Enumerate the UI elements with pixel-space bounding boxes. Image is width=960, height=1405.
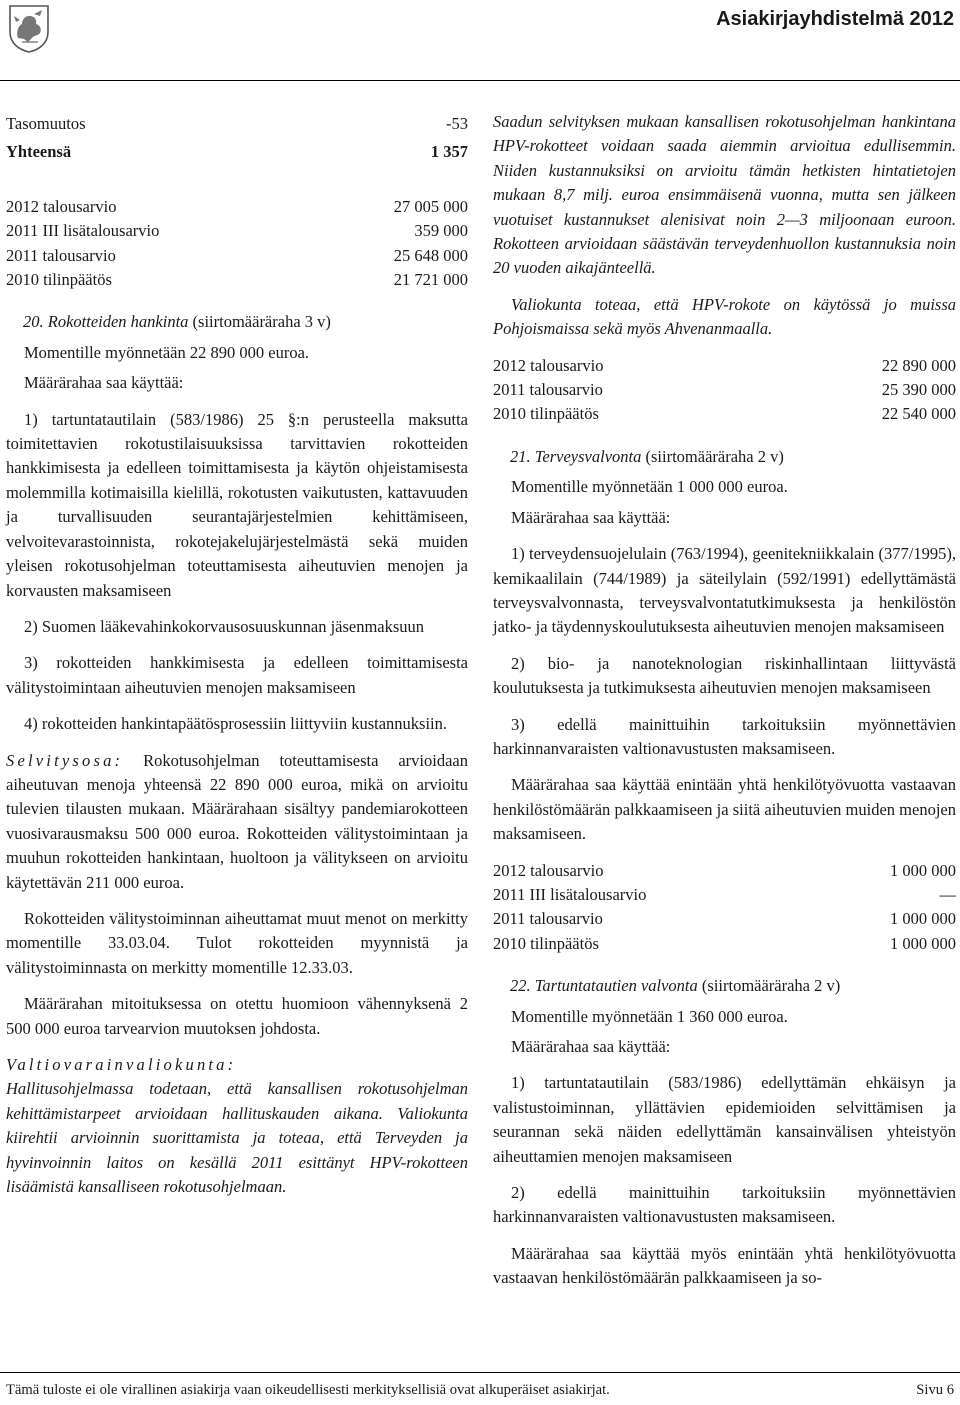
budget-row (6, 195, 468, 219)
budget-table-21 (493, 859, 956, 957)
parliament-lion-logo-icon (4, 2, 54, 54)
row-label: 2010 tilinpäätös (6, 270, 112, 290)
section-20-amount: Momentille myönnetään 22 890 000 euroa. (24, 342, 310, 362)
row-label: 2010 tilinpäätös (493, 933, 599, 953)
budget-row (493, 859, 956, 883)
row-amount: 1 000 000 (890, 909, 956, 929)
section-title: Terveysvalvonta (534, 446, 642, 466)
selvitysosa-paragraph (6, 749, 468, 895)
row-label: Tasomuutos (6, 114, 86, 133)
usage-item: 1) tartuntatautilain (583/1986) edellyttämän ehkäisyn ja valistustoiminnan, yllättävien epidemioiden selvittämisen ja seurannan sekä näiden edellyttämän kansainvälisen yhteistyön aiheuttamien menojen maksamiseen (493, 1073, 956, 1166)
usage-item: 2) bio- ja nanoteknologian riskinhallintaan liittyvästä koulutuksesta ja tutkimuksesta aiheutuvien menojen maksamiseen (493, 653, 956, 698)
budget-row (493, 907, 956, 931)
row-amount: 1 000 000 (890, 933, 956, 953)
row-amount: 25 648 000 (393, 245, 468, 265)
section-21-amount: Momentille myönnetään 1 000 000 euroa. (511, 477, 788, 497)
budget-row (493, 932, 956, 956)
row-amount: 359 000 (414, 221, 468, 241)
selvitysosa-text: Rokotusohjelman toteuttamisesta arvioidaan aiheutuvan menoja yhteensä 22 890 000 euroa, mikä on arvioitu tulevien tilausten mukaan. Määrärahaan sisältyy pandemiarokotteen vuosivarausmaksu 500 000 euroa. Rokotteiden välitystoimintaan ja muuhun rokotteiden hankintaan, huoltoon ja välitykseen on arvioitu käytettävän 211 000 euroa. (6, 750, 468, 892)
budget-row (6, 268, 468, 292)
header-divider (0, 80, 960, 81)
document-title: Asiakirjayhdistelmä 2012 (716, 8, 954, 30)
row-amount: — (939, 884, 956, 904)
page-number: Sivu 6 (916, 1382, 954, 1398)
usage-heading: Määrärahaa saa käyttää: (511, 507, 671, 527)
valtiovarainvaliokunta-text: Hallitusohjelmassa todetaan, että kansallisen rokotusohjelman kehittämistarpeet arvioidaan hallituskauden aikana. Valiokunta kiirehtii arvioinnin suorittamista ja toteaa, että Terveyden ja hyvinvoinnin laitos on kesällä 2011 esittänyt HPV-rokotteen lisäämistä kansalliseen rokotusohjelmaan. (6, 1079, 468, 1197)
valtiovarainvaliokunta-label (6, 1053, 468, 1077)
usage-item: 4) rokotteiden hankintapäätösprosessiin liittyviin kustannuksiin. (24, 714, 447, 734)
personnel-paragraph: Määrärahaa saa käyttää myös enintään yhtä henkilötyövuotta vastaavan henkilöstömäärän palkkaamiseen ja so- (493, 1243, 956, 1288)
row-amount: 1 000 000 (890, 860, 956, 880)
row-label: 2011 talousarvio (6, 245, 116, 265)
row-label: 2012 talousarvio (493, 860, 604, 880)
summary-total-row (6, 140, 468, 164)
section-number: 22. (510, 976, 531, 996)
usage-item: 1) terveydensuojelulain (763/1994), geenitekniikkalain (377/1995), kemikaalilain (744/1989) ja säteilylain (592/1991) edellyttämästä terveysvalvonnasta, terveysvalvontatutkimuksesta ja henkilöstön jatko- ja täydennyskoulutuksesta aiheutuvien menojen maksamiseen (493, 544, 956, 637)
section-21-heading (510, 445, 956, 469)
budget-row (493, 354, 956, 378)
row-label: 2011 III lisätalousarvio (6, 221, 160, 241)
row-amount: 25 390 000 (881, 380, 956, 400)
usage-item: 2) edellä mainittuihin tarkoituksiin myönnettävien harkinnanvaraisten valtionavustusten maksamiseen. (493, 1183, 956, 1227)
section-22-heading (510, 974, 956, 998)
section-number: 21. (510, 446, 531, 466)
row-amount: 21 721 000 (393, 270, 468, 290)
row-label: 2011 III lisätalousarvio (493, 884, 647, 904)
usage-heading: Määrärahaa saa käyttää: (511, 1037, 671, 1056)
footer-divider (0, 1372, 960, 1373)
section-type: (siirtomääräraha 2 v) (701, 976, 841, 996)
section-type: (siirtomääräraha 3 v) (192, 312, 331, 332)
usage-heading: Määrärahaa saa käyttää: (24, 373, 184, 393)
paragraph-valitystoiminta: Rokotteiden välitystoiminnan aiheuttamat muut menot on merkitty momentille 33.03.04. Tulot rokotteiden myynnistä ja välitystoiminnasta on merkitty momentille 12.33.03. (6, 908, 468, 977)
budget-table-20 (493, 354, 956, 427)
row-amount: -53 (446, 114, 468, 133)
hpv-paragraph-2: Valiokunta toteaa, että HPV-rokote on käytössä jo muissa Pohjoismaissa sekä myös Ahvenanmaalla. (493, 294, 956, 339)
row-amount: 1 357 (430, 142, 468, 162)
row-amount: 22 890 000 (881, 355, 956, 375)
budget-row (6, 219, 468, 243)
selvitysosa-label: Selvitysosa: (6, 750, 124, 770)
committee-label: Valtiovarainvaliokunta: (6, 1055, 237, 1074)
usage-item: 1) tartuntatautilain (583/1986) 25 §:n perusteella maksutta toimitettavien rokotustilaisuuksissa tarvittavien rokotteiden hankkimisesta ja edelleen toimittamisesta ja käytön ohjeistamisesta molemmilla kotimaisilla kielillä, rokotusten vaikutusten, kattavuuden ja turvallisuuden seurantajärjestelmien kehittämiseen, velvoitevarastoinnista, rokotejakelujärjestelmästä sekä muiden yleisen rokotusohjelman toteuttamisesta aiheutuvien menojen ja korvausten maksamiseen (6, 409, 468, 600)
row-amount: 27 005 000 (393, 196, 468, 216)
hpv-paragraph-1: Saadun selvityksen mukaan kansallisen rokotusohjelman hankintana HPV-rokotteet voidaan saada aiemmin arvioitua edullisemmin. Niiden kustannuksiksi on arvioitu tämän hetkisten hintatietojen mukaan 8,7 milj. euroa ensimmäisenä vuonna, mutta sen jälkeen vuotuiset kustannukset alenisivat noin 2—3 miljoonaan euroon. Rokotteen arvioidaan säästävän terveydenhuollon kustannuksia noin 20 vuoden aikajänteellä. (493, 112, 956, 278)
paragraph-mitoitus: Määrärahan mitoituksessa on otettu huomioon vähennyksenä 2 500 000 euroa tarvearvion muutoksen johdosta. (6, 994, 468, 1038)
budget-row (493, 378, 956, 402)
usage-item: 3) edellä mainittuihin tarkoituksiin myönnettävien harkinnanvaraisten valtionavustusten maksamiseen. (493, 714, 956, 758)
section-20-heading (23, 310, 468, 334)
row-label: 2012 talousarvio (6, 196, 117, 216)
budget-row (493, 402, 956, 426)
budget-table (6, 195, 468, 293)
row-amount: 22 540 000 (881, 404, 956, 424)
section-number: 20. (23, 312, 44, 332)
row-label: 2010 tilinpäätös (493, 404, 599, 424)
row-label: 2011 talousarvio (493, 380, 603, 400)
personnel-paragraph: Määrärahaa saa käyttää enintään yhtä henkilötyövuotta vastaavan henkilöstömäärän palkkaamiseen ja siitä aiheutuvien muiden menojen maksamiseen. (493, 775, 956, 844)
budget-row (493, 883, 956, 907)
summary-row (6, 112, 468, 136)
section-type: (siirtomääräraha 2 v) (645, 446, 784, 466)
section-title: Tartuntatautien valvonta (534, 976, 698, 996)
left-column (6, 110, 468, 1199)
row-label: 2011 talousarvio (493, 909, 603, 929)
usage-item: 2) Suomen lääkevahinkokorvausosuuskunnan jäsenmaksuun (24, 616, 425, 636)
row-label: 2012 talousarvio (493, 355, 604, 375)
usage-item: 3) rokotteiden hankkimisesta ja edelleen toimittamisesta välitystoimintaan aiheutuvien menojen maksamiseen (6, 653, 468, 697)
footer-disclaimer: Tämä tuloste ei ole virallinen asiakirja vaan oikeudellisesti merkityksellisiä ovat alkuperäiset asiakirjat. (6, 1382, 610, 1398)
right-column (493, 110, 956, 1291)
budget-row (6, 244, 468, 268)
row-label: Yhteensä (6, 142, 72, 162)
section-title: Rokotteiden hankinta (47, 312, 189, 332)
section-22-amount: Momentille myönnetään 1 360 000 euroa. (511, 1006, 788, 1026)
